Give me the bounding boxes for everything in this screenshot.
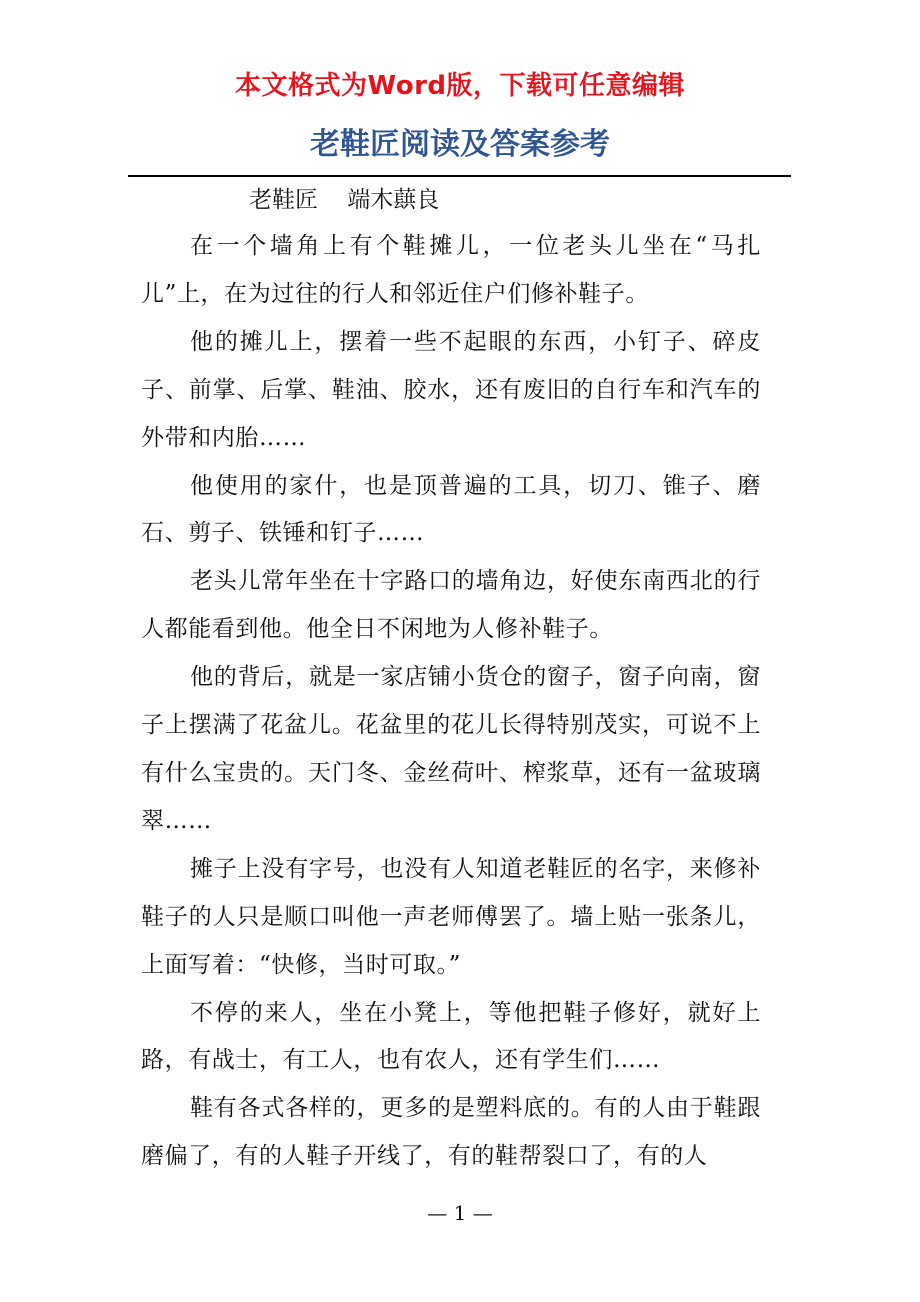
paragraph: 鞋有各式各样的，更多的是塑料底的。有的人由于鞋跟磨偏了，有的人鞋子开线了，有的鞋帮裂口了，有的人 xyxy=(141,1095,761,1170)
story-title: 老鞋匠 xyxy=(249,187,318,213)
paragraph: 老头儿常年坐在十字路口的墙角边，好使东南西北的行人都能看到他。他全日不闲地为人修补鞋子。 xyxy=(141,568,761,643)
article-body xyxy=(141,177,761,1181)
paragraph: 他的背后，就是一家店铺小货仓的窗子，窗子向南，窗子上摆满了花盆儿。花盆里的花儿长得特别茂实，可说不上有什么宝贵的。天门冬、金丝荷叶、榨浆草，还有一盆玻璃翠…… xyxy=(141,664,761,834)
paragraph: 不停的来人，坐在小凳上，等他把鞋子修好，就好上路，有战士，有工人，也有农人，还有学生们…… xyxy=(141,999,761,1074)
page-number: — 1 — xyxy=(427,1201,493,1225)
paragraph: 他使用的家什，也是顶普遍的工具，切刀、锥子、磨石、剪子、铁锤和钉子…… xyxy=(141,472,761,547)
document-title: 老鞋匠阅读及答案参考 xyxy=(310,127,610,162)
format-notice-banner: 本文格式为Word版，下载可任意编辑 xyxy=(234,71,686,101)
paragraph: 在一个墙角上有个鞋摊儿，一位老头儿坐在“马扎儿”上，在为过往的行人和邻近住户们修补鞋子。 xyxy=(141,233,761,307)
paragraph: 摊子上没有字号，也没有人知道老鞋匠的名字，来修补鞋子的人只是顺口叫他一声老师傅罢了。墙上贴一张条儿，上面写着：“快修，当时可取。” xyxy=(141,855,761,978)
byline xyxy=(141,177,761,223)
author-name: 端木蕻良 xyxy=(347,187,440,213)
paragraph: 他的摊儿上，摆着一些不起眼的东西，小钉子、碎皮子、前掌、后掌、鞋油、胶水，还有废旧的自行车和汽车的外带和内胎…… xyxy=(141,328,761,451)
